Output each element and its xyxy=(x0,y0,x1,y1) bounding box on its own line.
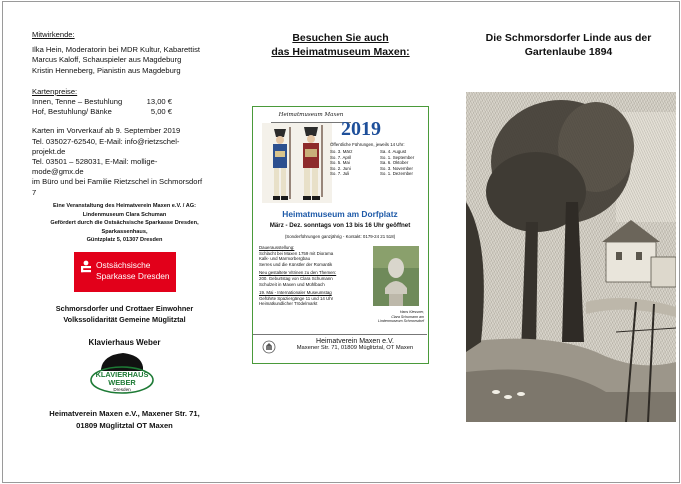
sparkasse-line: Ostsächsische xyxy=(96,260,151,270)
bust-caption xyxy=(368,310,424,324)
price-label: Hof, Bestuhlung/ Bänke xyxy=(32,107,112,117)
linde-heading-line: Gartenlaube 1894 xyxy=(524,46,613,58)
adresse-block xyxy=(32,408,217,432)
mai-heading: 19. Mai - Internationaler Museumstag xyxy=(259,290,332,296)
date-item: So. 7. Juli xyxy=(330,171,350,177)
einwohner-line: Volkssolidarität Gemeine Müglitztal xyxy=(63,314,186,324)
einwohner-line: Schmorsdorfer und Crottaer Einwohner xyxy=(55,304,194,313)
price-label: Innen, Tenne – Bestuhlung xyxy=(32,97,123,107)
program-item: Schulzeit in Maxen und Mühlbach xyxy=(259,281,325,287)
date-item: So. 1. Dezember xyxy=(380,171,413,177)
klavierhaus-logo-line: WEBER xyxy=(108,377,136,387)
vorverkauf-line: Tel. 03501 – 528031, E-Mail: mollige-mode@gmx.de xyxy=(32,157,158,177)
flyer-title: Heimatmuseum am Dorfplatz xyxy=(282,209,398,219)
verein-emblem-icon xyxy=(262,340,276,354)
veranstaltung-line: Eine Veranstaltung des Heimatverein Maxen e.V. / AG: xyxy=(53,203,196,209)
fuehrungen-heading: Öffentliche Führungen, jeweils 14 Uhr: xyxy=(330,142,405,147)
linde-heading-line: Die Schmorsdorfer Linde aus der xyxy=(485,32,652,44)
museum-heading xyxy=(253,31,428,59)
bust-photo xyxy=(373,246,419,306)
museum-heading-line: das Heimatmuseum Maxen: xyxy=(271,46,410,58)
neu-heading: Neu gestaltete Vitrinen zu den Themen: xyxy=(259,270,337,276)
mitwirkende-line: Marcus Kaloff, Schauspieler aus Magdeburg xyxy=(32,55,182,65)
mitwirkende-line: Ilka Hein, Moderatorin bei MDR Kultur, Kabarettist xyxy=(32,45,200,55)
adresse-line: 01809 Müglitztal OT Maxen xyxy=(76,421,173,430)
opening-hours: März - Dez. sonntags von 13 bis 16 Uhr geöffnet xyxy=(269,222,411,229)
date-item: So. 7. April xyxy=(330,154,352,160)
veranstaltung-block xyxy=(32,202,217,245)
klavierhaus-logo-line: Dresden xyxy=(113,387,131,393)
date-item: So. 5. Mai xyxy=(330,160,350,166)
sparkasse-s-icon xyxy=(80,260,92,274)
soldiers-illustration xyxy=(262,123,332,203)
mitwirkende-heading: Mitwirkende: xyxy=(32,30,75,39)
sparkasse-text xyxy=(96,260,170,281)
left-column xyxy=(32,30,207,198)
museum-heading-line: Besuchen Sie auch xyxy=(292,32,389,44)
kartenpreise-heading: Kartenpreise: xyxy=(32,86,78,96)
caption-line: Clara Schumann am xyxy=(391,314,424,319)
program-item: 200. Geburtstag von Clara Schumann xyxy=(259,275,333,281)
veranstaltung-line: Lindenmuseum Clara Schuman xyxy=(82,211,167,218)
klavierhaus-logo-text xyxy=(89,371,155,394)
program-item: Heimatkundlicher Trödelmarkt xyxy=(259,301,318,307)
flyer-program xyxy=(259,245,369,307)
mitwirkende-line: Kristin Henneberg, Pianistin aus Magdeburg xyxy=(32,65,181,75)
klavierhaus-logo-line: KLAVIERHAUS xyxy=(95,370,149,379)
program-item: Schlacht bei Maxen 1759 mit Diorama xyxy=(259,250,334,256)
flyer-banner: Heimatmuseum Maxen xyxy=(271,112,351,123)
price-row xyxy=(32,107,172,117)
price-value: 13,00 € xyxy=(146,97,172,107)
linde-heading xyxy=(466,31,671,59)
date-item: So. 3. März xyxy=(330,149,353,154)
klavierhaus-heading: Klavierhaus Weber xyxy=(88,338,161,347)
vorverkauf-line: Karten im Vorverkauf ab 9. September 2019 xyxy=(32,126,181,136)
dauer-heading: Dauerausstellung: xyxy=(259,245,295,250)
flyer-year: 2019 xyxy=(341,118,381,140)
sonderfuehrungen: (Sonderführungen ganzjährig - Kontakt: 0179-24 21 518) xyxy=(284,234,396,239)
klavierhaus-logo xyxy=(89,349,155,395)
program-item: Geführte Spaziergänge 11 und 14 Uhr xyxy=(259,295,334,301)
caption-line: Lindenmuseum Schmorsdorf xyxy=(378,319,424,324)
einwohner-block xyxy=(32,304,217,326)
date-item: So. 2. Juni xyxy=(330,165,351,171)
flyer-divider xyxy=(253,334,427,335)
vorverkauf-line: im Büro und bei Familie Rietzschel in Schmorsdorf 7 xyxy=(32,177,203,197)
linde-engraving xyxy=(466,92,676,422)
sparkasse-logo xyxy=(74,252,176,292)
date-item: So. 1. September xyxy=(380,154,415,160)
price-value: 5,00 € xyxy=(150,107,172,117)
veranstaltung-line: Sparkassenhaus, xyxy=(101,228,148,235)
flyer-footer-title: Heimatverein Maxen e.V. xyxy=(316,338,394,345)
date-item: Sa. 6. Oktober xyxy=(380,160,409,166)
flyer-footer xyxy=(284,338,426,351)
fuehrungen-dates xyxy=(330,149,426,177)
veranstaltung-line: Güntzplatz 5, 01307 Dresden xyxy=(86,237,163,244)
sparkasse-line: Sparkasse Dresden xyxy=(96,270,170,281)
caption-line: Hans Kiessner, xyxy=(399,310,424,314)
program-item: Serres und die Künstler der Romantik xyxy=(259,261,333,267)
adresse-line: Heimatverein Maxen e.V., Maxener Str. 71, xyxy=(49,409,200,418)
program-item: Kalk- und Marmorbergbau xyxy=(259,256,311,262)
veranstaltung-line: Gefördert durch die Ostsächsische Sparkasse Dresden, xyxy=(50,220,199,227)
flyer-footer-address: Maxener Str. 71, 01809 Müglitztal, OT Maxen xyxy=(296,345,414,351)
price-row xyxy=(32,97,172,107)
date-item: So. 3. November xyxy=(380,165,413,171)
vorverkauf-line: Tel. 035027-62540, E-Mail: info@rietzschel-projekt.de xyxy=(32,136,180,156)
date-item: Sa. 4. August xyxy=(380,149,407,154)
